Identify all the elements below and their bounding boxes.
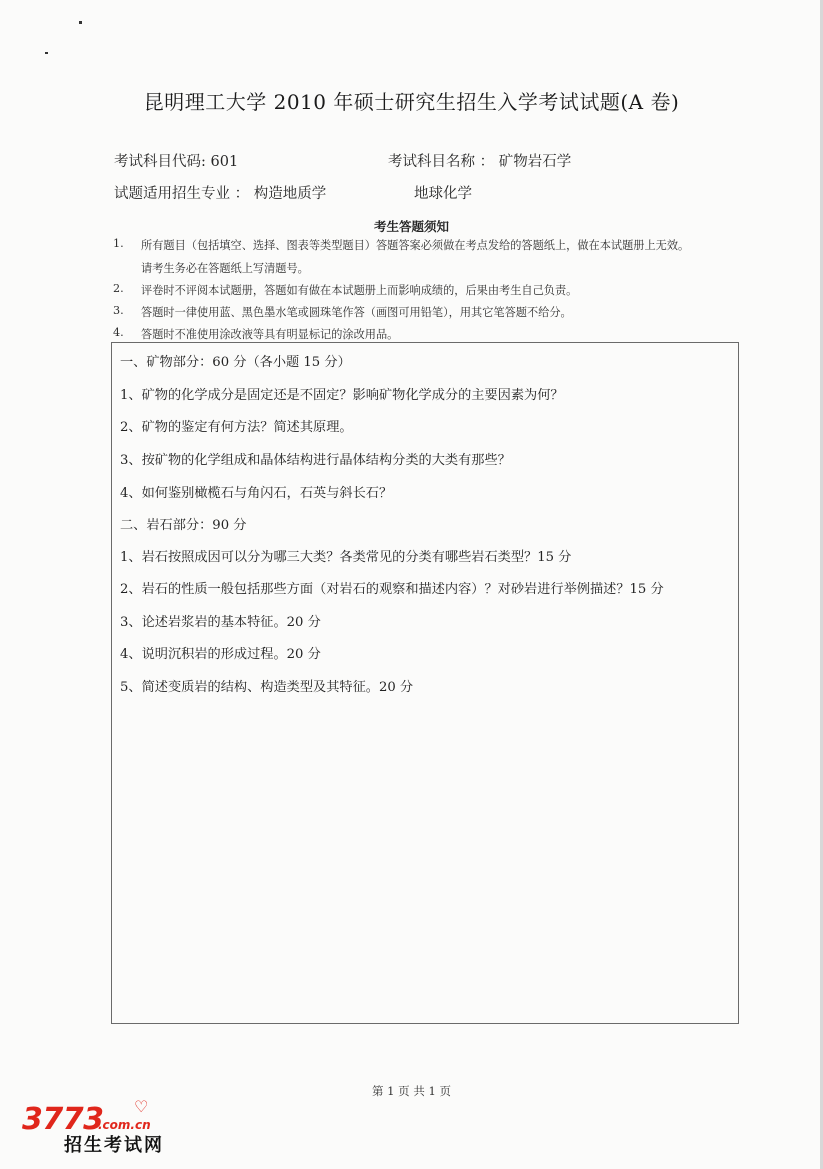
page-footer: 第 1 页 共 1 页 [372, 1084, 451, 1098]
question: 4、说明沉积岩的形成过程。20 分 [120, 647, 321, 662]
rule-number: 1. [113, 237, 124, 250]
watermark-subtitle: 招生考试网 [64, 1135, 164, 1156]
exam-title: 昆明理工大学 2010 年硕士研究生招生入学考试试题(A 卷) [143, 90, 680, 114]
applicable-major: 试题适用招生专业 ： 构造地质学 [114, 186, 327, 202]
watermark-domain: .com.cn [98, 1118, 151, 1132]
question: 3、按矿物的化学组成和晶体结构进行晶体结构分类的大类有那些？ [120, 453, 511, 468]
rule-item [113, 237, 763, 253]
rule-text: 所有题目（包括填空、选择、图表等类型题目）答题答案必须做在考点发给的答题纸上，做在本试题册上无效。 [141, 239, 690, 252]
rule-text: 答题时一律使用蓝、黑色墨水笔或圆珠笔作答（画图可用铅笔），用其它笔答题不给分。 [141, 306, 572, 319]
question: 2、岩石的性质一般包括那些方面（对岩石的观察和描述内容）？对砂岩进行举例描述？15 分 [120, 582, 664, 597]
rule-text: 答题时不准使用涂改液等具有明显标记的涂改用品。 [141, 328, 399, 341]
rule-item [113, 304, 763, 320]
rule-item [113, 282, 763, 298]
rule-item-continuation [113, 260, 763, 276]
rule-number: 3. [113, 304, 124, 317]
question: 1、矿物的化学成分是固定还是不固定？影响矿物化学成分的主要因素为何？ [120, 388, 564, 403]
watermark-number: 3773 [22, 1102, 104, 1137]
rule-number: 2. [113, 282, 124, 295]
section-heading: 二、岩石部分：90 分 [120, 518, 247, 533]
section-heading: 一、矿物部分：60 分（各小题 15 分） [120, 355, 351, 370]
rule-number: 4. [113, 326, 124, 339]
question: 1、岩石按照成因可以分为哪三大类？各类常见的分类有哪些岩石类型？15 分 [120, 550, 572, 565]
notice-title: 考生答题须知 [373, 219, 449, 234]
rule-text: 评卷时不评阅本试题册，答题如有做在本试题册上而影响成绩的，后果由考生自己负责。 [141, 284, 578, 297]
question: 4、如何鉴别橄榄石与角闪石，石英与斜长石？ [120, 486, 393, 501]
question: 3、论述岩浆岩的基本特征。20 分 [120, 615, 321, 630]
heart-icon: ♡ [134, 1097, 149, 1116]
rule-text: 请考生务必在答题纸上写清题号。 [141, 262, 309, 275]
question: 5、简述变质岩的结构、构造类型及其特征。20 分 [120, 680, 414, 695]
applicable-major-extra: 地球化学 [414, 186, 472, 202]
subject-code: 考试科目代码: 601 [114, 154, 239, 170]
scan-speck [79, 21, 82, 24]
scan-speck [45, 52, 48, 54]
rule-item [113, 326, 763, 342]
question: 2、矿物的鉴定有何方法？简述其原理。 [120, 420, 353, 435]
subject-name: 考试科目名称 ： 矿物岩石学 [388, 154, 572, 170]
